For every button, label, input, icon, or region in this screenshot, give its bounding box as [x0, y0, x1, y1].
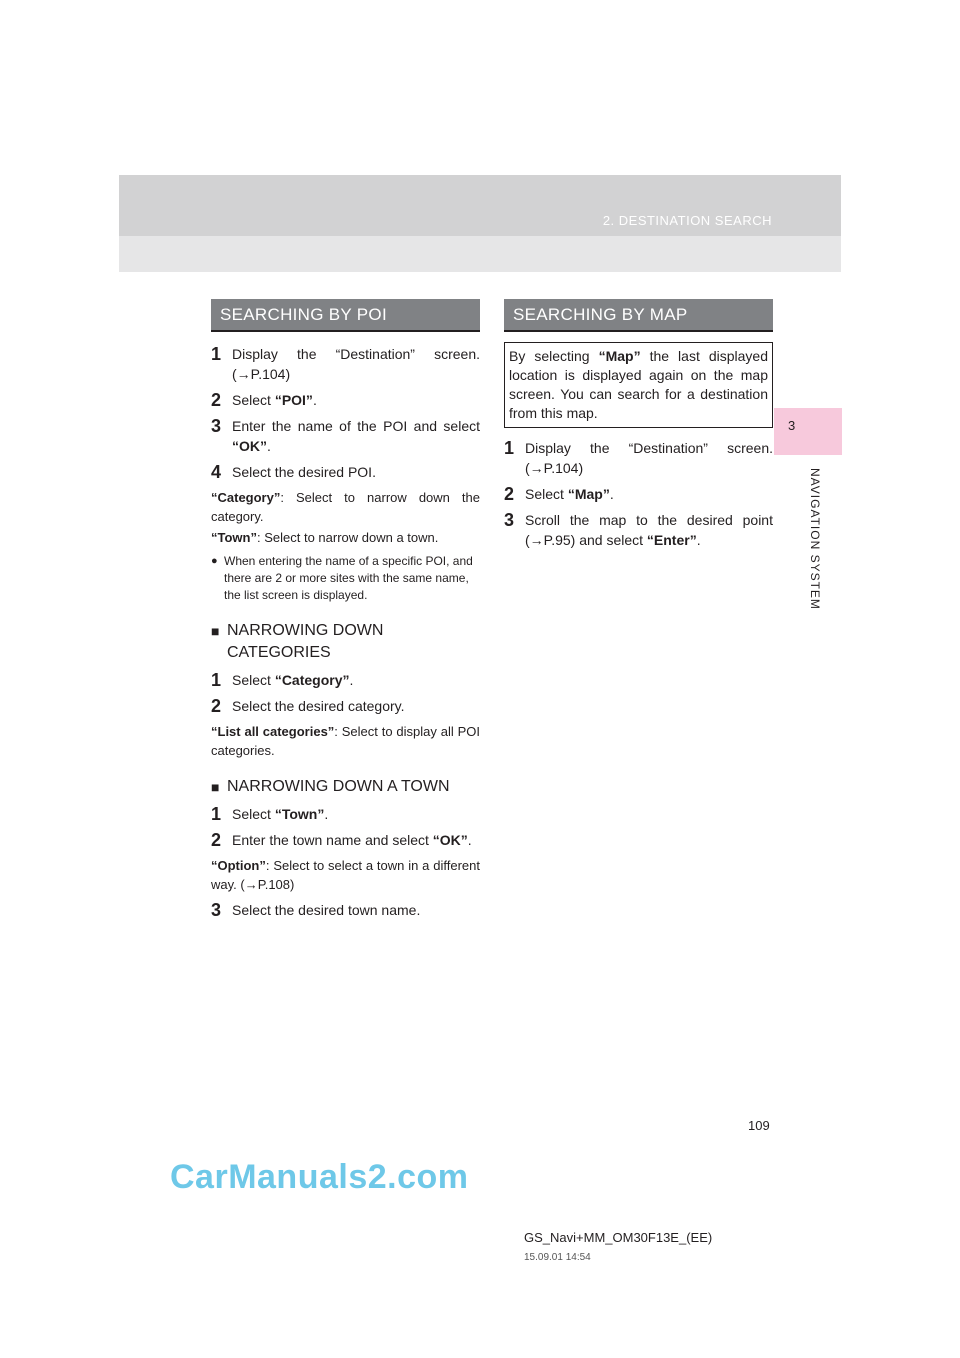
- square-icon: ■: [211, 623, 220, 639]
- step-number: 1: [211, 804, 222, 824]
- keyword: “Map”: [598, 348, 641, 364]
- step-number: 1: [211, 344, 222, 364]
- bullet-icon: ●: [211, 555, 218, 567]
- note: “Category”: Select to narrow down the category.: [211, 490, 480, 524]
- step-text: Select “POI”.: [232, 392, 317, 408]
- step-number: 3: [504, 510, 515, 530]
- step-number: 3: [211, 416, 222, 436]
- step-text: Scroll the map to the desired point (→P.95) and select “Enter”.: [525, 512, 773, 548]
- keyword: “Enter”: [646, 532, 697, 548]
- keyword: “OK”: [432, 832, 468, 848]
- step: [504, 484, 773, 504]
- note: “Town”: Select to narrow down a town.: [211, 530, 439, 545]
- left-column: [211, 299, 480, 920]
- step: [504, 438, 773, 478]
- chapter-number: 3: [788, 418, 796, 433]
- step-number: 2: [211, 830, 222, 850]
- step: [211, 462, 480, 482]
- chapter-tab: [774, 408, 842, 455]
- step: [211, 390, 480, 410]
- step: [211, 696, 480, 716]
- note: “List all categories”: Select to display all POI categories.: [211, 724, 480, 758]
- right-column: [504, 299, 773, 550]
- step-number: 2: [211, 696, 222, 716]
- keyword: “POI”: [274, 392, 313, 408]
- step: [211, 804, 480, 824]
- subsection-title: ■ NARROWING DOWN A TOWN: [211, 776, 480, 798]
- note: “Option”: Select to select a town in a different way. (→P.108): [211, 858, 480, 892]
- square-icon: ■: [211, 779, 220, 795]
- step: [211, 830, 480, 850]
- step-number: 4: [211, 462, 222, 482]
- watermark-logo: CarManuals2.com: [170, 1158, 469, 1196]
- section-title-map: SEARCHING BY MAP: [504, 299, 773, 332]
- step: [211, 670, 480, 690]
- section-title-poi: SEARCHING BY POI: [211, 299, 480, 332]
- subsection-title: ■ NARROWING DOWN CATEGORIES: [211, 620, 480, 664]
- bullet-note: ● When entering the name of a specific POI, and there are 2 or more sites with the same name, the list screen is displayed.: [211, 554, 473, 602]
- page-number: 109: [748, 1118, 770, 1133]
- step-text: Select “Town”.: [232, 806, 329, 822]
- footer-doc-code: GS_Navi+MM_OM30F13E_(EE): [524, 1230, 713, 1245]
- step-number: 1: [504, 438, 515, 458]
- step-number: 2: [211, 390, 222, 410]
- step-text: Display the “Destination” screen. (→P.104): [525, 440, 773, 476]
- step-number: 2: [504, 484, 515, 504]
- info-box: By selecting “Map” the last displayed location is displayed again on the map screen. You can search for a destination from this map.: [504, 342, 773, 428]
- step-number: 1: [211, 670, 222, 690]
- chapter-side-title: NAVIGATION SYSTEM: [808, 468, 822, 610]
- step: [211, 344, 480, 384]
- step: [504, 510, 773, 550]
- keyword: “OK”: [232, 438, 267, 454]
- step-text: Select the desired town name.: [232, 902, 421, 918]
- step: [211, 900, 480, 920]
- step-text: Display the “Destination” screen. (→P.104): [232, 346, 480, 382]
- keyword: “Category”: [274, 672, 350, 688]
- step-text: Select the desired POI.: [232, 464, 376, 480]
- running-header: 2. DESTINATION SEARCH: [602, 213, 772, 228]
- step: [211, 416, 480, 456]
- step-text: Select the desired category.: [232, 698, 405, 714]
- header-subband: [119, 236, 841, 272]
- step-text: Select “Category”.: [232, 672, 354, 688]
- keyword: “Town”: [274, 806, 325, 822]
- step-number: 3: [211, 900, 222, 920]
- footer-date: 15.09.01 14:54: [524, 1252, 591, 1263]
- keyword: “Map”: [567, 486, 610, 502]
- step-text: Enter the town name and select “OK”.: [232, 832, 472, 848]
- step-text: Enter the name of the POI and select “OK”.: [232, 418, 480, 454]
- step-text: Select “Map”.: [525, 486, 614, 502]
